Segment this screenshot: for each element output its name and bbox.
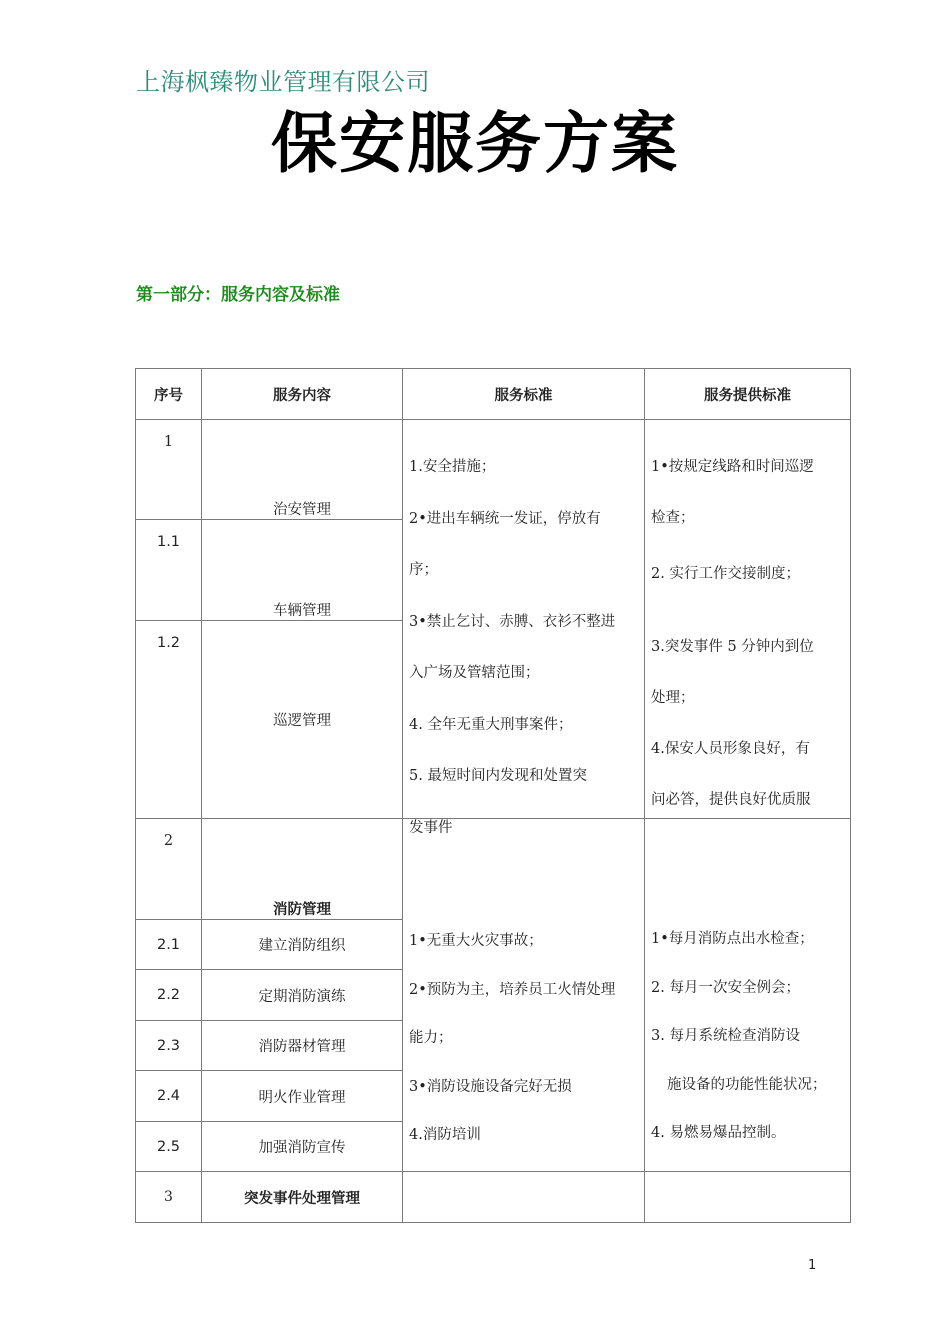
standard-line: 2•预防为主，培养员工火情处理 xyxy=(409,981,616,998)
row-no: 1.1 xyxy=(136,520,202,621)
provide-line: 4.保安人员形象良好，有 xyxy=(651,741,810,757)
provide-line: 问必答，提供良好优质服 xyxy=(651,792,811,808)
table-row xyxy=(136,1172,851,1223)
standard-line: 3•禁止乞讨、赤膊、衣衫不整进 xyxy=(409,613,616,630)
row-no: 2.2 xyxy=(136,970,202,1021)
row-no: 2.1 xyxy=(136,920,202,970)
row-content: 消防管理 xyxy=(202,819,403,920)
empty-cell xyxy=(645,1172,851,1223)
provide-cell xyxy=(645,819,851,1172)
standard-cell xyxy=(403,420,645,836)
standard-line: 4.消防培训 xyxy=(409,1127,481,1143)
table-row xyxy=(136,819,851,920)
row-content: 车辆管理 xyxy=(202,520,403,621)
row-content: 巡逻管理 xyxy=(202,621,403,819)
provide-line: 1•按规定线路和时间巡逻 xyxy=(651,459,814,475)
standard-line: 发事件 xyxy=(409,819,453,836)
row-content: 加强消防宣传 xyxy=(202,1122,403,1172)
standard-line: 2•进出车辆统一发证，停放有 xyxy=(409,510,601,527)
provide-line: 检查； xyxy=(651,510,695,526)
row-no: 1 xyxy=(136,420,202,520)
standard-line: 序； xyxy=(409,562,438,578)
section-title: 第一部分：服务内容及标准 xyxy=(136,285,340,305)
header-standard: 服务标准 xyxy=(403,369,645,420)
empty-cell xyxy=(403,1172,645,1223)
standard-cell xyxy=(403,819,645,1172)
row-no: 2 xyxy=(136,819,202,920)
row-content: 建立消防组织 xyxy=(202,920,403,970)
row-no: 3 xyxy=(136,1172,202,1223)
provide-line: 施设备的功能性能状况； xyxy=(667,1076,827,1093)
row-content: 突发事件处理管理 xyxy=(202,1172,403,1223)
row-content: 治安管理 xyxy=(202,420,403,520)
provide-line: 3.突发事件 5 分钟内到位 xyxy=(651,639,814,655)
standard-line: 1.安全措施； xyxy=(409,459,496,475)
header-no: 序号 xyxy=(136,369,202,420)
provide-cell xyxy=(645,420,851,819)
table-header-row xyxy=(136,369,851,420)
row-no: 2.3 xyxy=(136,1021,202,1071)
standard-line: 4. 全年无重大刑事案件； xyxy=(409,716,573,733)
row-content: 明火作业管理 xyxy=(202,1071,403,1122)
table-row xyxy=(136,420,851,520)
document-title: 保安服务方案 xyxy=(271,105,679,182)
row-content: 定期消防演练 xyxy=(202,970,403,1021)
page-number: 1 xyxy=(808,1258,817,1273)
header-provide: 服务提供标准 xyxy=(645,369,851,420)
service-table xyxy=(135,368,851,1223)
standard-line: 1•无重大火灾事故； xyxy=(409,933,543,949)
provide-line: 处理； xyxy=(651,690,695,706)
standard-line: 5. 最短时间内发现和处置突 xyxy=(409,768,587,784)
provide-line: 1•每月消防点出水检查； xyxy=(651,931,814,947)
row-content: 消防器材管理 xyxy=(202,1021,403,1071)
company-name: 上海枫臻物业管理有限公司 xyxy=(136,68,430,96)
row-no: 2.4 xyxy=(136,1071,202,1122)
standard-line: 能力； xyxy=(409,1030,453,1046)
standard-line: 入广场及管辖范围； xyxy=(409,665,540,681)
row-no: 2.5 xyxy=(136,1122,202,1172)
standard-line: 3•消防设施设备完好无损 xyxy=(409,1078,572,1095)
provide-line: 2. 实行工作交接制度； xyxy=(651,566,800,582)
provide-line: 2. 每月一次安全例会； xyxy=(651,979,800,996)
provide-line: 3. 每月系统检查消防设 xyxy=(651,1028,800,1044)
provide-line: 4. 易燃易爆品控制。 xyxy=(651,1125,786,1141)
row-no: 1.2 xyxy=(136,621,202,819)
header-content: 服务内容 xyxy=(202,369,403,420)
